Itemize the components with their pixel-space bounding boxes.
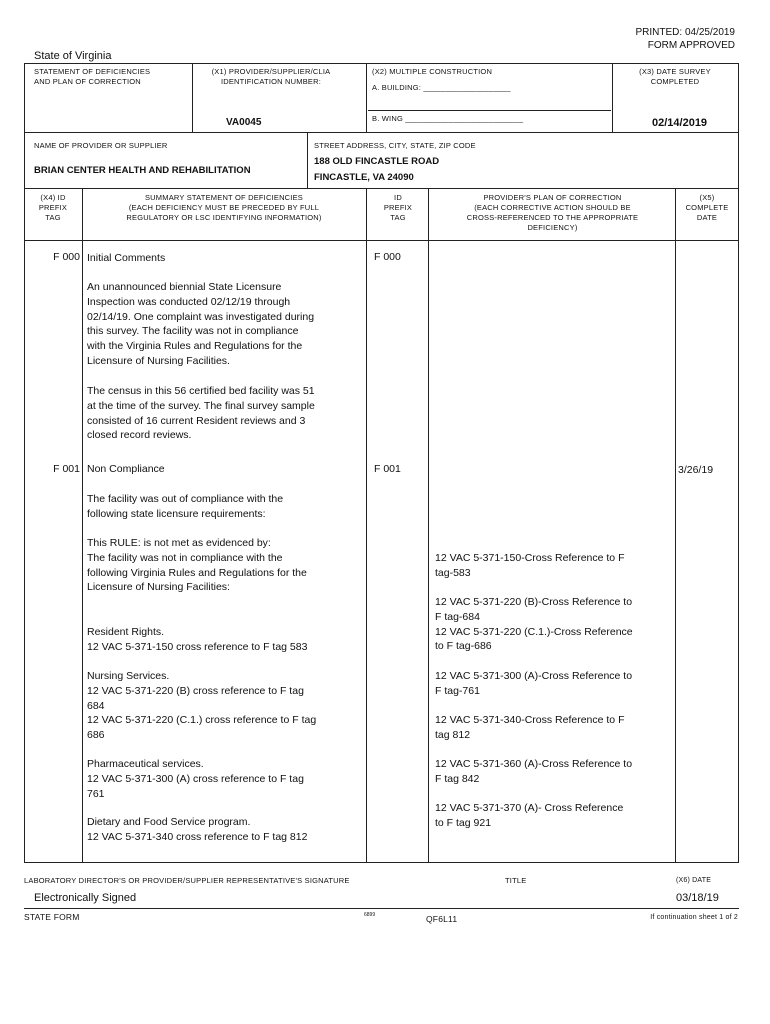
paragraph-pharmaceutical: Pharmaceutical services. 12 VAC 5-371-300 (A) cross reference to F tag 761	[87, 758, 304, 800]
x1-label: (X1) PROVIDER/SUPPLIER/CLIA IDENTIFICATION NUMBER:	[211, 67, 331, 86]
x2-label: (X2) MULTIPLE CONSTRUCTION	[372, 67, 493, 76]
plan-item-921: 12 VAC 5-371-370 (A)- Cross Reference to F tag 921	[435, 802, 624, 829]
paragraph-out-of-compliance: The facility was out of compliance with the following state licensure requirements:	[87, 493, 284, 520]
plan-item-842: 12 VAC 5-371-360 (A)-Cross Reference to F tag 842	[435, 758, 633, 785]
paragraph-inspection: An unannounced biennial State Licensure Inspection was conducted 02/12/19 through 02/14/19. One complaint was investigated during this survey. The facility was not in compliance with the Virginia Rules and Regulations for the Licensure of Nursing Facilities.	[87, 281, 315, 367]
paragraph-dietary: Dietary and Food Service program. 12 VAC 5-371-340 cross reference to F tag 812	[87, 816, 308, 843]
signed-date: 03/18/19	[676, 892, 719, 904]
continuation-label: If continuation sheet 1 of 2	[650, 914, 738, 921]
state-name: State of Virginia	[34, 50, 112, 62]
provider-name-label: NAME OF PROVIDER OR SUPPLIER	[34, 141, 168, 150]
tag-f001-title: Non Compliance	[87, 463, 165, 475]
statement-label: STATEMENT OF DEFICIENCIES AND PLAN OF CORRECTION	[34, 67, 151, 86]
x3-label: (X3) DATE SURVEY COMPLETED	[639, 67, 711, 86]
x6-date-label: (X6) DATE	[676, 877, 712, 884]
paragraph-rule-not-met: This RULE: is not met as evidenced by: The facility was not in compliance with the following Virginia Rules and Regulations for the Licensure of Nursing Facilities:	[87, 537, 307, 594]
wing-label: B. WING ___________________________	[372, 114, 524, 123]
paragraph-census: The census in this 56 certified bed facility was 51 at the time of the survey. The final survey sample consisted of 16 current Resident reviews and 3 closed record reviews.	[87, 385, 315, 442]
x3-value: 02/14/2019	[652, 117, 708, 129]
plan-item-684-686: 12 VAC 5-371-220 (B)-Cross Reference to F tag-684 12 VAC 5-371-220 (C.1.)-Cross Reference to F tag-686	[435, 596, 633, 653]
col-plan-header: PROVIDER'S PLAN OF CORRECTION (EACH CORRECTIVE ACTION SHOULD BE CROSS-REFERENCED TO THE APPROPRIATE DEFICIENCY)	[466, 193, 639, 232]
tag-f001-complete-date: 3/26/19	[678, 464, 714, 476]
event-id: QF6L11	[426, 914, 458, 924]
col-x5-header: (X5) COMPLETE DATE	[685, 193, 729, 222]
paragraph-resident-rights: Resident Rights. 12 VAC 5-371-150 cross reference to F tag 583	[87, 626, 308, 653]
col-x4-header: (X4) ID PREFIX TAG	[38, 193, 68, 222]
title-label: TITLE	[505, 876, 527, 885]
form-status: FORM APPROVED	[647, 40, 735, 51]
plan-item-761: 12 VAC 5-371-300 (A)-Cross Reference to F tag-761	[435, 670, 633, 697]
signature-value: Electronically Signed	[34, 892, 137, 904]
plan-item-812: 12 VAC 5-371-340-Cross Reference to F tag 812	[435, 714, 625, 741]
form-code: 6899	[364, 912, 376, 918]
state-form-label: STATE FORM	[24, 912, 80, 922]
x1-value: VA0045	[226, 117, 262, 128]
address-label: STREET ADDRESS, CITY, STATE, ZIP CODE	[314, 141, 476, 150]
tag-f001-left: F 001	[53, 463, 80, 475]
printed-date: PRINTED: 04/25/2019	[635, 27, 735, 38]
plan-item-583: 12 VAC 5-371-150-Cross Reference to F tag-583	[435, 552, 625, 579]
col-id-header: ID PREFIX TAG	[383, 193, 413, 222]
provider-name: BRIAN CENTER HEALTH AND REHABILITATION	[34, 165, 251, 176]
col-summary-header: SUMMARY STATEMENT OF DEFICIENCIES (EACH DEFICIENCY MUST BE PRECEDED BY FULL REGULATORY OR LSC IDENTIFYING INFORMATION)	[126, 193, 322, 222]
signature-label: LABORATORY DIRECTOR'S OR PROVIDER/SUPPLIER REPRESENTATIVE'S SIGNATURE	[24, 876, 350, 885]
building-label: A. BUILDING: ____________________	[372, 83, 511, 92]
tag-f000-left: F 000	[53, 251, 80, 263]
address-line2: FINCASTLE, VA 24090	[314, 172, 414, 183]
tag-f000-right: F 000	[374, 251, 401, 263]
paragraph-nursing-services: Nursing Services. 12 VAC 5-371-220 (B) cross reference to F tag 684 12 VAC 5-371-220 (C.1.) cross reference to F tag 686	[87, 670, 317, 742]
tag-f000-title: Initial Comments	[87, 252, 166, 264]
tag-f001-right: F 001	[374, 463, 401, 475]
address-line1: 188 OLD FINCASTLE ROAD	[314, 156, 440, 167]
